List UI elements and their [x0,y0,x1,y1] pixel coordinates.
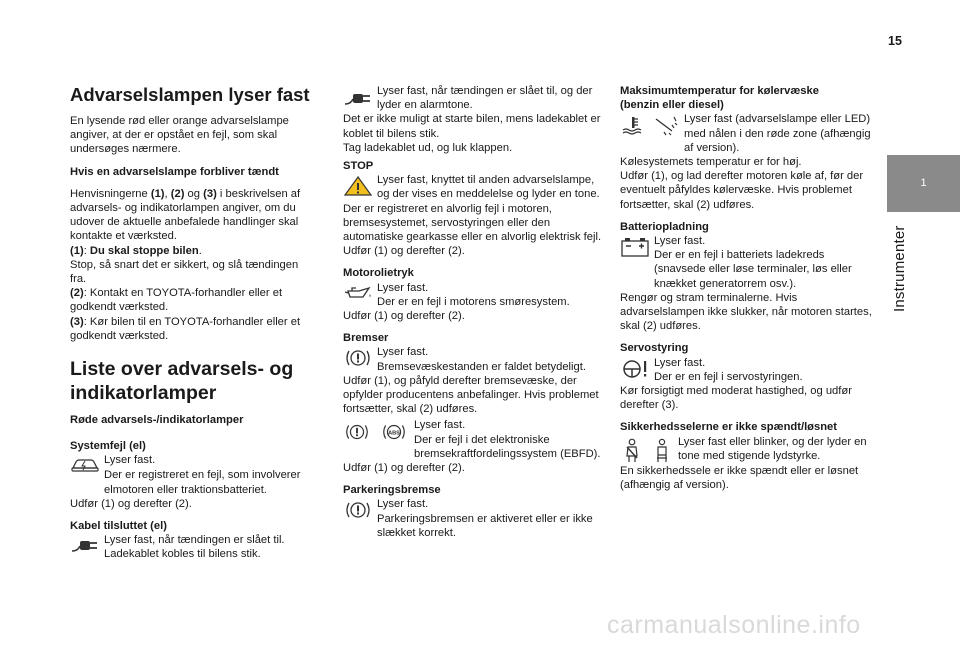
park-row [343,497,605,540]
item-1-bold: Du skal stoppe bilen [89,244,199,257]
battery-title: Batteriopladning [620,220,709,233]
temp-line-2: Kølesystemets temperatur er for høj. [620,156,802,169]
temp-icons [620,115,678,137]
item-1-label: (1) [70,244,84,257]
brake-row [343,345,605,373]
side-title [893,200,919,320]
system-fault-line-3: Udfør (1) og derefter (2). [70,497,192,510]
ebfd-icons [343,421,408,443]
system-fault-line-2: Der er registreret en fejl, som involverer elmotoren eller traktionsbatteriet. [104,469,301,496]
seatbelt-line-1: Lyser fast eller blinker, og der lyder en tone med stigende lydstyrke. [678,435,867,462]
red-lamps-heading: Røde advarsels-/indikatorlamper [70,414,244,427]
ref-3: (3) [203,187,217,200]
list-title: Liste over advarsels- og indikatorlamper [70,358,294,405]
ebfd-line-3: Udfør (1) og derefter (2). [343,462,465,475]
subsection-heading: Hvis en advarselslampe forbliver tændt [70,165,279,178]
steering-line-1: Lyser fast. [654,356,706,369]
seatbelt-icons [620,438,672,464]
abs-label: ABS [388,430,400,437]
battery-line-3: Rengør og stram terminalerne. Hvis advarselslampen ikke slukker, når motoren startes, skal (2) udføres. [620,291,872,333]
temp-title: Maksimumtemperatur for kølervæske (benzin eller diesel) [620,85,819,112]
ref-2: (2) [170,187,185,200]
ebfd-row [343,418,605,461]
plug-warning-icon [343,86,373,108]
item-1: (1): Du skal stoppe bilen. [70,244,202,257]
steering-title: Servostyring [620,342,689,355]
intro-paragraph: En lysende rød eller orange advarselslampe angiver, at der er opstået en fejl, som skal undersøges nærmere. [70,115,289,156]
stop-row [343,173,605,201]
thermometer-icon [620,115,646,135]
refs-comma: , [164,187,171,200]
brake-line-3: Udfør (1), og påfyld derefter bremsevæske, der opfylder producentens anbefalinger. Hvis problemet fortsætter, skal (2) udføres. [343,374,599,416]
stop-line-3: Udfør (1) og derefter (2). [343,245,465,258]
refs-text: Henvisningerne [70,187,151,200]
park-line-2: Parkeringsbremsen er aktiveret eller er ikke slækket korrekt. [377,512,593,539]
item-3-label: (3) [70,315,84,328]
references-paragraph [70,187,316,244]
cable-row [70,533,316,561]
temp-line-3: Udfør (1), og lad derefter motoren køle af, før der eventuelt påfyldes kølervæske. Hvis problemet fortsætter, skal (2) udføres. [620,170,864,211]
brake-line-1: Lyser fast. [377,346,429,359]
steering-wheel-icon [620,358,650,380]
abs-icon [380,421,408,443]
ref-1: (1) [150,187,165,200]
system-fault-title: Systemfejl (el) [70,440,146,453]
ebfd-line-2a: Der er fejl i det elektroniske bremsekraftfordelingssystem (EBFD). [414,433,601,460]
side-title-text: Instrumenter [891,225,908,312]
oil-can-icon [343,283,373,303]
oil-line-2: Der er en fejl i motorens smøresystem. [377,295,570,308]
brake-warning-icon [343,347,373,369]
column-1 [70,84,316,562]
seatbelt-icon-rear [652,438,672,464]
temp-line-1: Lyser fast (advarselslampe eller LED) med nålen i den røde zone (afhængig af version). [684,113,871,154]
park-title: Parkeringsbremse [343,484,441,497]
seatbelt-title: Sikkerhedsselerne er ikke spændt/løsnet [620,421,838,434]
temp-row [620,112,878,155]
refs-text-2: i beskrivelsen af advarsels- og indikatorlampen angiver, om du udover de aktuelle anbefalede handlinger skal kontakte et værksted. [70,187,301,243]
brake-warning-icon-2 [343,421,371,443]
refs-og: og [184,187,204,200]
temperature-gauge-icon [652,115,678,137]
parking-brake-icon [343,499,373,521]
page-number: 15 [888,34,902,48]
stop-title: STOP [343,160,374,173]
brake-line-2: Bremsevæskestanden er faldet betydeligt. [377,360,586,373]
system-fault-line-1: Lyser fast. [104,454,156,467]
battery-row [620,234,878,291]
column-2 [343,84,605,540]
plug-warning-line-3: Tag ladekablet ud, og luk klappen. [343,141,513,154]
plug-warning-row [343,84,605,112]
item-2 [70,286,316,314]
seatbelt-row [620,435,878,464]
steering-row [620,356,878,384]
steering-line-2: Der er en fejl i servostyringen. [654,370,803,383]
oil-title: Motorolietryk [343,267,414,280]
chapter-tab[interactable]: 1 [887,155,960,212]
cable-title: Kabel tilsluttet (el) [70,520,167,533]
park-line-1: Lyser fast. [377,498,429,511]
oil-line-3: Udfør (1) og derefter (2). [343,310,465,323]
steering-line-3: Kør forsigtigt med moderat hastighed, og udfør derefter (3). [620,385,852,412]
section-title: Advarselslampen lyser fast [70,84,310,105]
battery-line-1: Lyser fast. [654,235,706,248]
item-3 [70,315,316,343]
stop-line-2: Der er registreret en alvorlig fejl i motoren, bremsesystemet, servostyringen eller den automatiske gearkasse eller en alvorlig elektrisk fejl. [343,202,602,244]
seatbelt-line-2: En sikkerhedssele er ikke spændt eller er løsnet (afhængig af version). [620,464,859,491]
brake-title: Bremser [343,332,389,345]
column-3 [620,84,878,492]
item-2-label: (2) [70,287,84,300]
item-2-text: : Kontakt en TOYOTA-forhandler eller et godkendt værksted. [70,287,283,314]
watermark: carmanualsonline.info [607,611,861,639]
cable-line-2: Ladekablet kobles til bilens stik. [104,548,261,561]
cable-line-1: Lyser fast, når tændingen er slået til. [104,534,285,547]
plug-warning-line-2: Det er ikke muligt at starte bilen, mens ladekablet er koblet til bilens stik. [343,113,601,140]
battery-icon [620,236,650,258]
plug-icon [70,535,100,555]
item-3-text: : Kør bilen til en TOYOTA-forhandler eller et godkendt værksted. [70,315,301,342]
item-1-text: Stop, så snart det er sikkert, og slå tændingen fra. [70,258,299,286]
oil-row [343,281,605,309]
oil-line-1: Lyser fast. [377,281,429,294]
electric-car-icon [70,455,100,475]
stop-line-1: Lyser fast, knyttet til anden advarselslampe, og der vises en meddelelse og lyder en tone. [377,174,600,201]
warning-triangle-icon [343,175,373,197]
seatbelt-icon [620,438,644,464]
plug-warning-line-1: Lyser fast, når tændingen er slået til, og der lyder en alarmtone. [377,85,593,112]
ebfd-line-1: Lyser fast. [414,419,466,432]
battery-line-2: Der er en fejl i batteriets ladekreds (snavsede eller løse terminaler, løs eller knækket generatorrem osv.). [654,249,852,290]
